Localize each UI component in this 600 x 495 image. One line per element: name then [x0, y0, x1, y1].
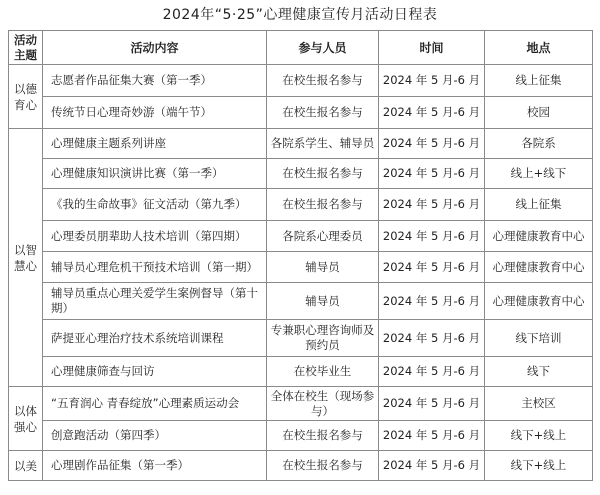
schedule-table: [8, 30, 593, 481]
activity-cell: “五育润心 青春绽放”心理素质运动会: [43, 387, 267, 421]
place-cell: 主校区: [485, 387, 593, 421]
theme-cell: [9, 387, 43, 451]
theme-cell: [9, 451, 43, 481]
participants-cell: 在校生报名参与: [267, 97, 379, 129]
time-cell: 2024 年 5 月-6 月: [379, 221, 485, 252]
place-cell: 线上征集: [485, 189, 593, 221]
time-cell: 2024 年 5 月-6 月: [379, 283, 485, 320]
participants-cell: 辅导员: [267, 252, 379, 283]
header-participants: 参与人员: [267, 31, 379, 65]
place-cell: 心理健康教育中心: [485, 283, 593, 320]
time-cell: 2024 年 5 月-6 月: [379, 357, 485, 387]
participants-cell: 各院系学生、辅导员: [267, 129, 379, 159]
participants-cell: 在校生报名参与: [267, 421, 379, 451]
time-cell: 2024 年 5 月-6 月: [379, 159, 485, 189]
time-cell: 2024 年 5 月-6 月: [379, 252, 485, 283]
time-cell: 2024 年 5 月-6 月: [379, 189, 485, 221]
time-cell: 2024 年 5 月-6 月: [379, 387, 485, 421]
table-row: [9, 221, 593, 252]
time-cell: 2024 年 5 月-6 月: [379, 451, 485, 481]
time-cell: 2024 年 5 月-6 月: [379, 320, 485, 357]
theme-cell: [9, 65, 43, 129]
participants-cell: 在校生报名参与: [267, 451, 379, 481]
activity-cell: 《我的生命故事》征文活动（第九季）: [43, 189, 267, 221]
time-cell: 2024 年 5 月-6 月: [379, 129, 485, 159]
participants-cell: 在校生报名参与: [267, 189, 379, 221]
activity-cell: 传统节日心理奇妙游（端午节）: [43, 97, 267, 129]
place-cell: 线下+线上: [485, 451, 593, 481]
table-row: [9, 357, 593, 387]
theme-label: 以体强心: [14, 403, 37, 434]
activity-cell: 心理健康筛查与回访: [43, 357, 267, 387]
place-cell: 心理健康教育中心: [485, 252, 593, 283]
activity-cell: 志愿者作品征集大赛（第一季）: [43, 65, 267, 97]
time-cell: 2024 年 5 月-6 月: [379, 65, 485, 97]
table-row: [9, 189, 593, 221]
table-row: [9, 159, 593, 189]
table-row: [9, 387, 593, 421]
activity-cell: 心理剧作品征集（第一季）: [43, 451, 267, 481]
table-row: [9, 283, 593, 320]
participants-cell: 在校生报名参与: [267, 159, 379, 189]
header-activity: 活动内容: [43, 31, 267, 65]
place-cell: 线上+线下: [485, 159, 593, 189]
table-row: [9, 320, 593, 357]
table-row: [9, 97, 593, 129]
place-cell: 线上征集: [485, 65, 593, 97]
activity-cell: 萨提亚心理治疗技术系统培训课程: [43, 320, 267, 357]
table-body: [9, 65, 593, 481]
place-cell: 校园: [485, 97, 593, 129]
activity-cell: 心理委员朋辈助人技术培训（第四期）: [43, 221, 267, 252]
table-row: [9, 252, 593, 283]
participants-cell: 各院系心理委员: [267, 221, 379, 252]
time-cell: 2024 年 5 月-6 月: [379, 97, 485, 129]
table-row: [9, 65, 593, 97]
activity-cell: 辅导员心理危机干预技术培训（第一期）: [43, 252, 267, 283]
participants-cell: 专兼职心理咨询师及预约员: [267, 320, 379, 357]
activity-cell: 创意跑活动（第四季）: [43, 421, 267, 451]
activity-cell: 心理健康主题系列讲座: [43, 129, 267, 159]
activity-cell: 心理健康知识演讲比赛（第一季）: [43, 159, 267, 189]
header-place: 地点: [485, 31, 593, 65]
place-cell: 线下培训: [485, 320, 593, 357]
place-cell: 心理健康教育中心: [485, 221, 593, 252]
header-row: [9, 31, 593, 65]
table-row: [9, 421, 593, 451]
theme-label: 以智慧心: [14, 242, 37, 273]
theme-label: 以美: [14, 458, 37, 473]
activity-cell: 辅导员重点心理关爱学生案例督导（第十期）: [43, 283, 267, 320]
participants-cell: 在校生报名参与: [267, 65, 379, 97]
participants-cell: 在校毕业生: [267, 357, 379, 387]
theme-cell: [9, 129, 43, 387]
place-cell: 线下: [485, 357, 593, 387]
table-row: [9, 451, 593, 481]
participants-cell: 全体在校生（现场参与）: [267, 387, 379, 421]
header-time: 时间: [379, 31, 485, 65]
place-cell: 各院系: [485, 129, 593, 159]
header-theme: 活动主题: [9, 31, 43, 65]
place-cell: 线下+线上: [485, 421, 593, 451]
theme-label: 以德育心: [14, 81, 37, 112]
time-cell: 2024 年 5 月-6 月: [379, 421, 485, 451]
page-title: 2024年“5·25”心理健康宣传月活动日程表: [162, 7, 438, 23]
table-row: [9, 129, 593, 159]
participants-cell: 辅导员: [267, 283, 379, 320]
